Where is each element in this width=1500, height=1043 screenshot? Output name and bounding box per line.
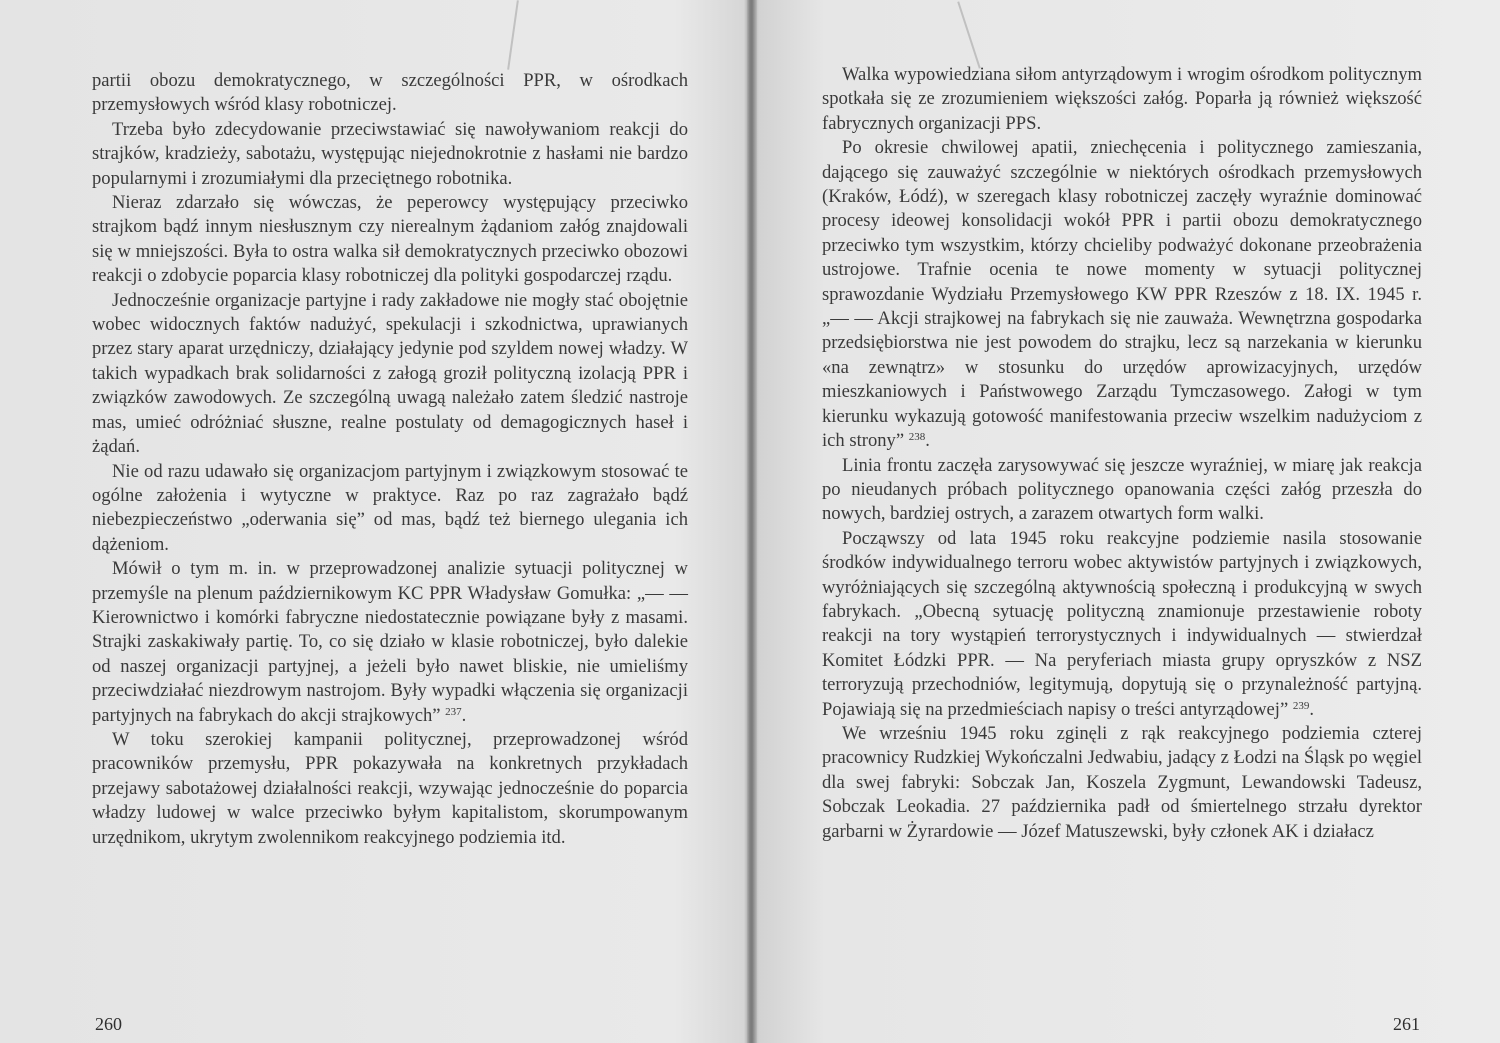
- paragraph: Jednocześnie organizacje partyjne i rady zakładowe nie mogły stać obojętnie wobec widocznych faktów nadużyć, spekulacji i szkodnictwa, uprawianych przez stary aparat urzędniczy, działający jedynie pod szyldem nowej władzy. W takich wypadkach brak solidarności z załogą groził polityczną izolacją PPR i związków zawodowych. Ze szczególną uwagą należało zatem śledzić nastroje mas, umieć odróżniać słuszne, realne postulaty od demagogicznych haseł i żądań.: [92, 289, 688, 458]
- paragraph: W toku szerokiej kampanii politycznej, przeprowadzonej wśród pracowników przemysłu, PPR pokazywała na konkretnych przykładach przejawy sabotażowej działalności reakcji, wzywając jednocześnie do poparcia władzy ludowej w walce przeciwko byłym kapitalistom, skorumpowanym urzędnikom, ukrytym zwolennikom reakcyjnego podziemia itd.: [92, 728, 688, 848]
- right-page-text: [822, 63, 1422, 844]
- footnote-ref: 237: [445, 705, 462, 718]
- footnote-ref: 238: [908, 431, 926, 444]
- left-page-text: [92, 69, 688, 850]
- page-number: 261: [1393, 1014, 1420, 1034]
- left-page: [0, 0, 748, 1043]
- paragraph: We wrześniu 1945 roku zginęli z rąk reakcyjnego podziemia czterej pracownicy Rudzkiej Wykończalni Jedwabiu, jadący z Łodzi na Śląsk po węgiel dla swej fabryki: Sobczak Jan, Koszela Zygmunt, Lewandowski Tadeusz, Sobczak Leokadia. 27 października padł od śmiertelnego strzału dyrektor garbarni w Żyrardowie — Józef Matuszewski, były członek AK i działacz: [822, 722, 1422, 842]
- paragraph: Począwszy od lata 1945 roku reakcyjne podziemie nasila stosowanie środków indywidualnego terroru wobec aktywistów partyjnych i związkowych, wyróżniających się szczególną aktywnością społeczną i produkcyjną w swych fabrykach. „Obecną sytuację polityczną znamionuje przestawienie roboty reakcji na tory wystąpień terrorystycznych i indywidualnych — stwierdzał Komitet Łódzki PPR. — Na peryferiach miasta grupy opryszków z NSZ terroryzują przechodniów, legitymują, dopytują się o przynależność partyjną. Pojawiają się na przedmieściach napisy o treści antyrządowej” $^{239}$.: [822, 527, 1422, 720]
- paragraph: Nieraz zdarzało się wówczas, że peperowcy występujący przeciwko strajkom bądź innym niesłusznym czy nierealnym żądaniom załóg znajdowali się w mniejszości. Była to ostra walka sił demokratycznych przeciwko obozowi reakcji o zdobycie poparcia klasy robotniczej dla polityki gospodarczej rządu.: [92, 192, 688, 287]
- paragraph: Trzeba było zdecydowanie przeciwstawiać się nawoływaniom reakcji do strajków, kradzieży, sabotażu, występując niejednokrotnie z hasłami nie bardzo popularnymi i zrozumiałymi dla przeciętnego robotnika.: [92, 118, 688, 189]
- paragraph: Po okresie chwilowej apatii, zniechęcenia i politycznego zamieszania, dającego się zauważyć szczególnie w niektórych ośrodkach przemysłowych (Kraków, Łódź), w szeregach klasy robotniczej zaczęły wyraźnie dominować procesy ideowej konsolidacji wokół PPR i partii obozu demokratycznego przeciwko tym wszystkim, którzy chcieliby podważyć dokonane przeobrażenia ustrojowe. Trafnie ocenia te nowe momenty w sytuacji politycznej sprawozdanie Wydziału Przemysłowego KW PPR Rzeszów z 18. IX. 1945 r. „— — Akcji strajkowej na fabrykach się nie zauważa. Wewnętrzna gospodarka przedsiębiorstwa nie jest powodem do strajku, lecz są narzekania w kierunku «na zewnątrz» w stosunku do urzędów aprowizacyjnych, urzędów mieszkaniowych i Państwowego Zarządu Tymczasowego. Załogi w tym kierunku wykazują gotowość manifestowania przeciw wszelkim nadużyciom z ich strony” $^{238}$.: [822, 137, 1422, 452]
- paragraph: partii obozu demokratycznego, w szczególności PPR, w ośrodkach przemysłowych wśród klasy robotniczej.: [92, 70, 688, 116]
- paper-crease: [957, 1, 981, 68]
- paragraph: Walka wypowiedziana siłom antyrządowym i wrogim ośrodkom politycznym spotkała się ze zrozumieniem większości załóg. Poparła ją również większość fabrycznych organizacji PPS.: [822, 64, 1422, 134]
- page-number: 260: [95, 1014, 122, 1034]
- paper-crease: [507, 0, 519, 70]
- paragraph: Linia frontu zaczęła zarysowywać się jeszcze wyraźniej, w miarę jak reakcja po nieudanych próbach politycznego opanowania części załóg przeszła do nowych, bardziej ostrych, a zarazem otwartych form walki.: [822, 454, 1422, 525]
- right-page: [756, 0, 1500, 1043]
- paragraph: Mówił o tym m. in. w przeprowadzonej analizie sytuacji politycznej w przemyśle na plenum październikowym KC PPR Władysław Gomułka: „— — Kierownictwo i komórki fabryczne niedostatecznie powiązane były z masami. Strajki zaskakiwały partię. To, co się działo w klasie robotniczej, było dalekie od naszej organizacji partyjnej, a jeżeli było nawet bliskie, nie umieliśmy przeciwdziałać niezdrowym nastrojom. Były wypadki włączenia się organizacji partyjnych na fabrykach do akcji strajkowych” $^{237}$.: [92, 558, 688, 726]
- footnote-ref: 239: [1292, 699, 1310, 712]
- paragraph: Nie od razu udawało się organizacjom partyjnym i związkowym stosować te ogólne założenia i wytyczne w praktyce. Raz po raz zagrażało bądź niebezpieczeństwo „oderwania się” od mas, bądź też biernego ulegania ich dążeniom.: [92, 460, 688, 555]
